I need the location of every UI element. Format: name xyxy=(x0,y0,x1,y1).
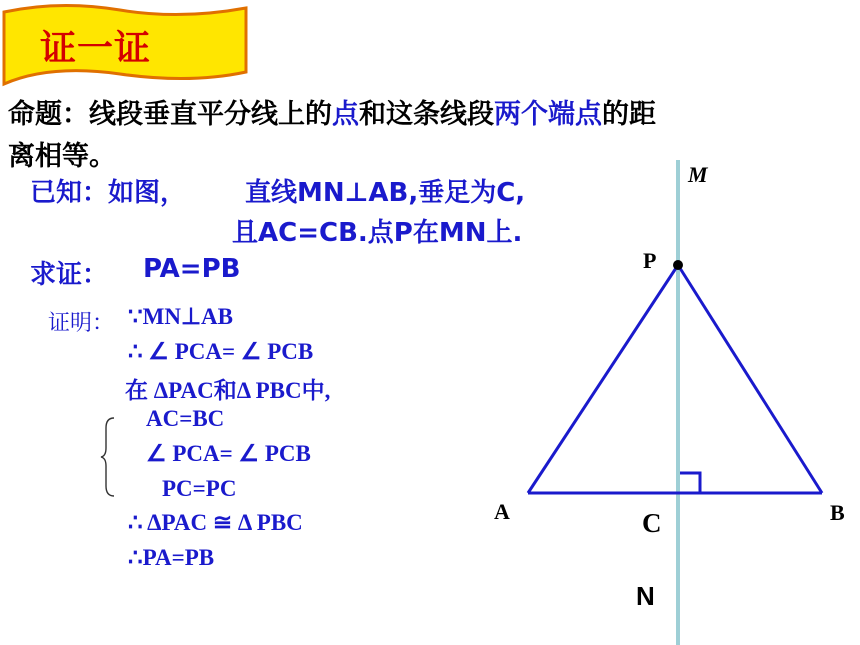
proof-line-6: PC=PC xyxy=(162,476,237,501)
label-b: B xyxy=(830,500,845,525)
to-prove-statement: PA=PB xyxy=(143,254,241,284)
proposition-line-2: 离相等。 xyxy=(8,141,116,172)
proof-line-7: ∴ ΔPAC ≅ Δ PBC xyxy=(128,510,303,535)
given-line-2: 且AC=CB.点P在MN上. xyxy=(232,218,523,248)
to-prove-label: 求证： xyxy=(30,260,109,290)
given-line-1: 直线MN⊥AB,垂足为C, xyxy=(245,178,526,208)
label-a: A xyxy=(494,499,510,524)
proof-line-4: AC=BC xyxy=(146,406,225,431)
label-p: P xyxy=(643,248,657,273)
segment-pa xyxy=(528,265,678,493)
proposition-suffix: 的距 xyxy=(602,99,656,130)
right-angle-mark xyxy=(680,473,700,493)
label-m: M xyxy=(688,162,708,187)
proposition-middle: 和这条线段 xyxy=(359,99,494,130)
proof-label: 证明： xyxy=(48,310,115,335)
proposition-point: 点 xyxy=(332,99,359,130)
proof-line-8: ∴PA=PB xyxy=(128,545,215,570)
proposition-prefix: 命题：线段垂直平分线上的 xyxy=(8,99,332,130)
segment-pb xyxy=(678,265,822,493)
proof-line-1: ∵MN⊥AB xyxy=(128,304,233,329)
label-c: C xyxy=(642,508,662,538)
proof-line-5: ∠ PCA= ∠ PCB xyxy=(146,441,311,466)
proof-line-2: ∴ ∠ PCA= ∠ PCB xyxy=(128,339,314,364)
point-p xyxy=(673,260,683,270)
label-n: N xyxy=(636,581,655,611)
proposition-endpoints: 两个端点 xyxy=(494,99,602,130)
proof-line-3: 在 ΔPAC和Δ PBC中, xyxy=(125,378,331,403)
banner-title: 证一证 xyxy=(40,28,152,69)
given-label: 已知：如图， xyxy=(30,178,187,208)
